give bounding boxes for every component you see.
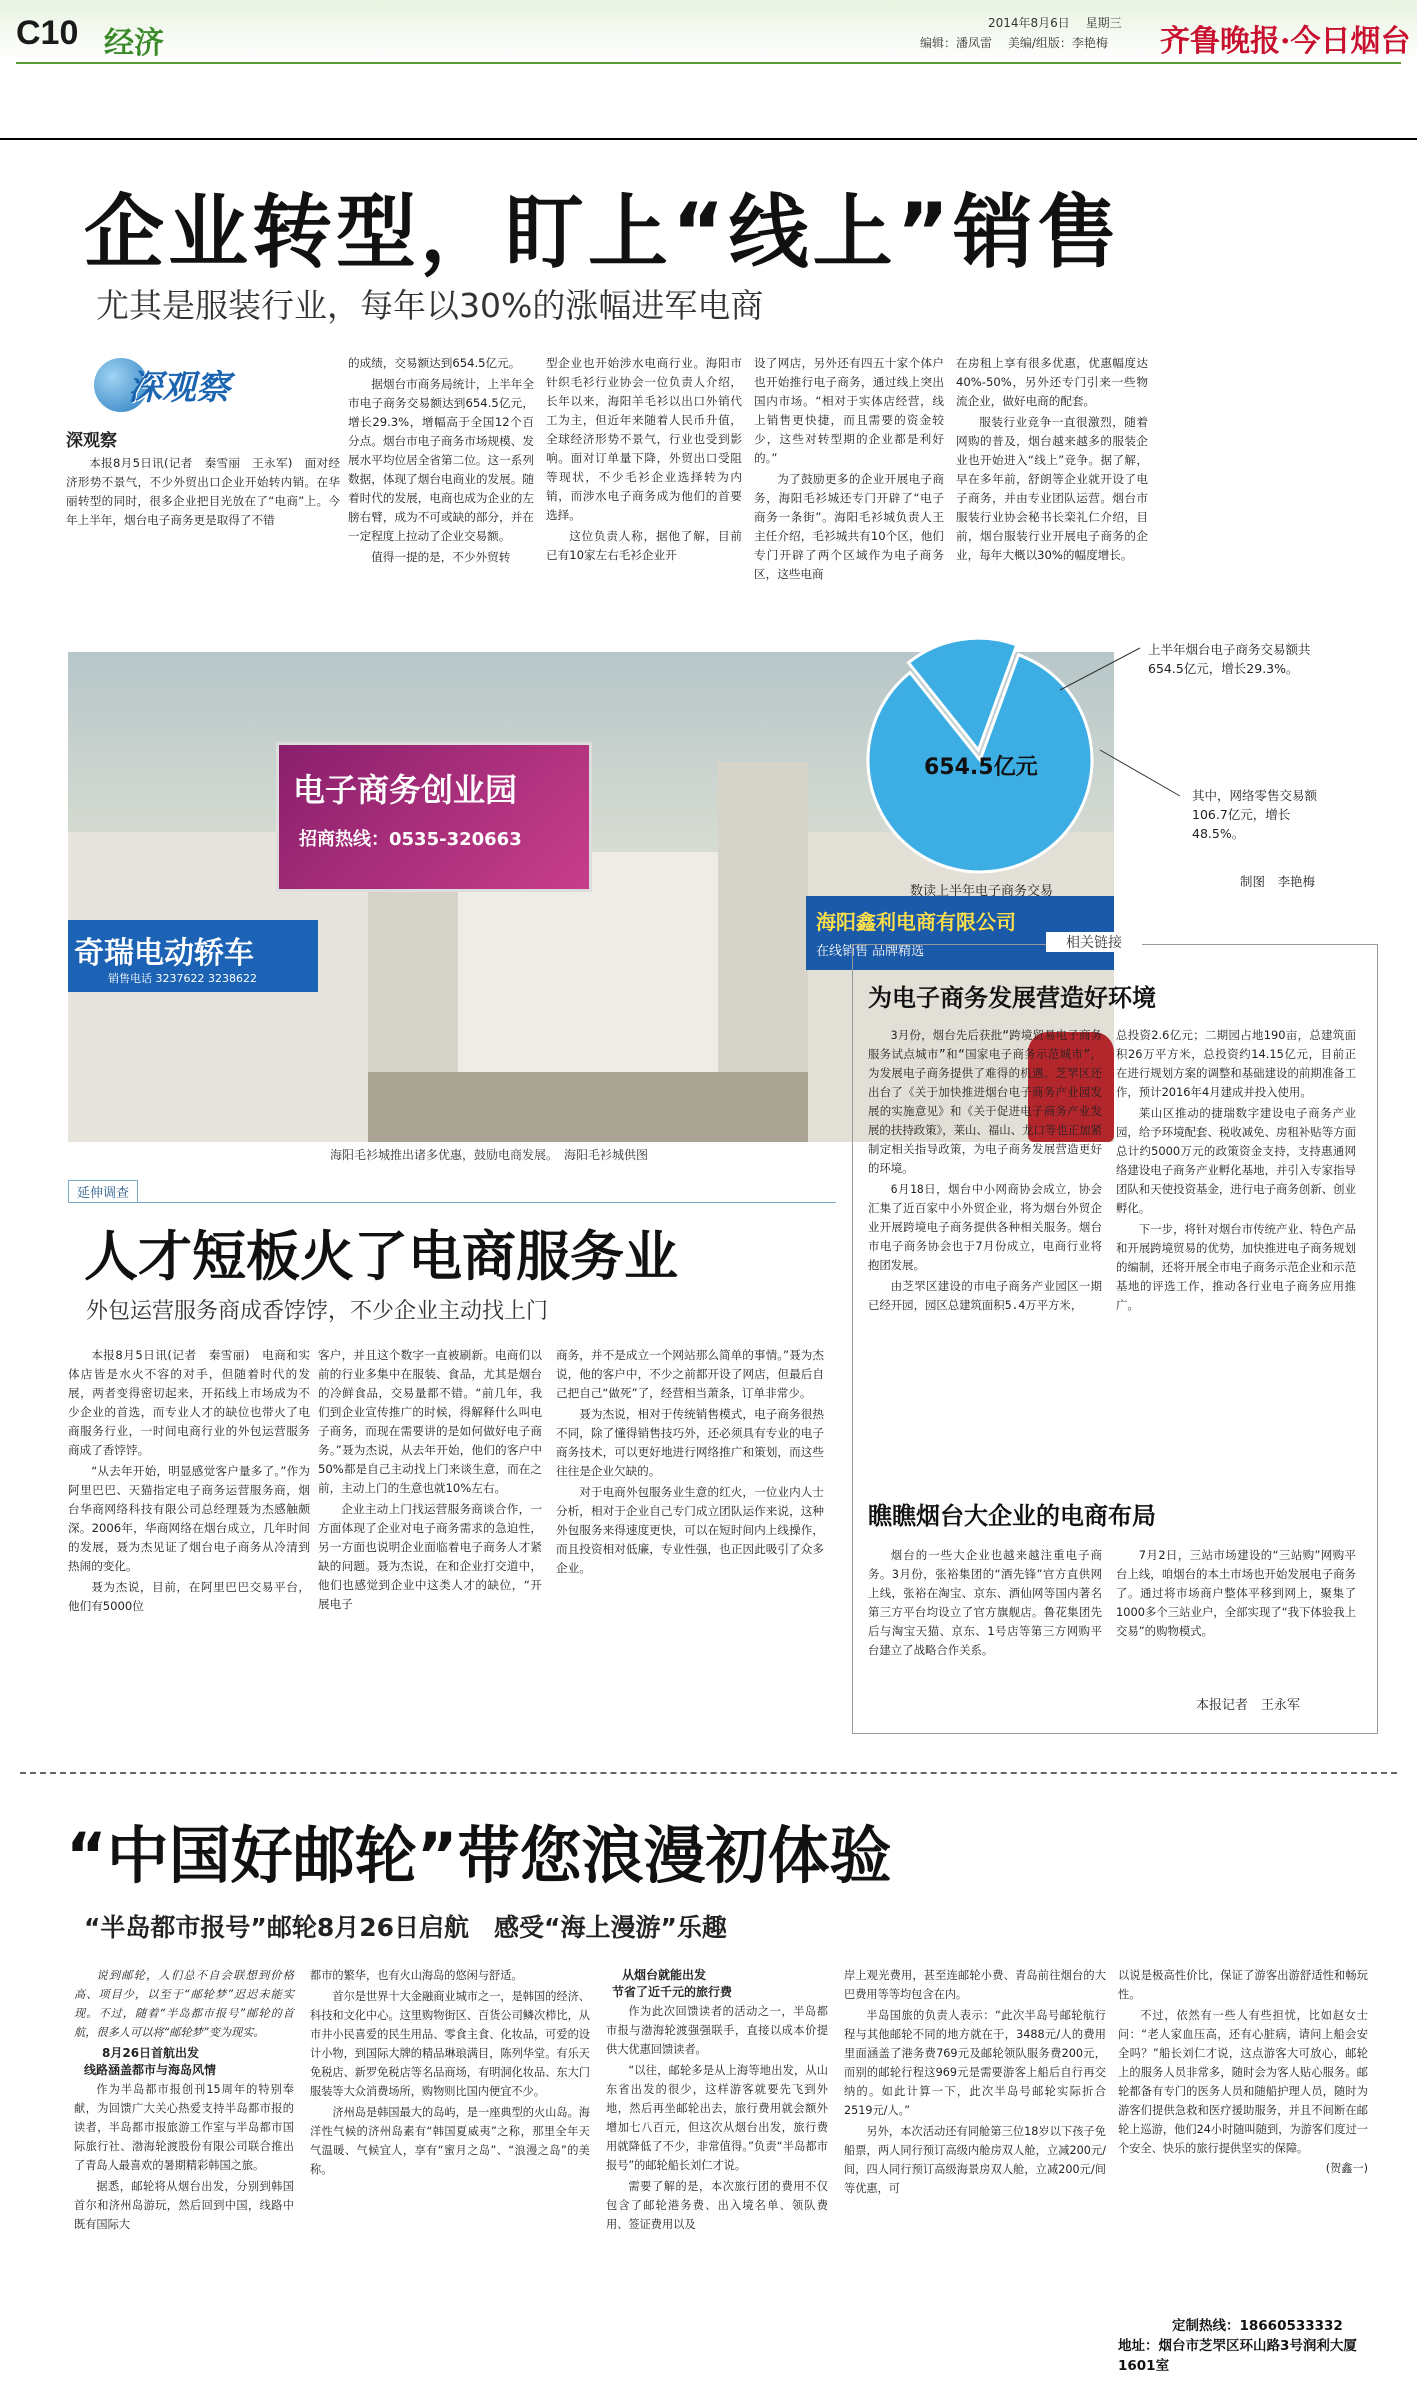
section-name: 经济 [104,26,164,61]
page-header [0,0,1417,60]
chart-title: 数读上半年电子商务交易 [910,884,1054,899]
sidebar-1-left: 3月份，烟台先后获批“跨境贸易电子商务服务试点城市”和“国家电子商务示范城市”，为发展电子商务提供了难得的机遇。芝罘区还出台了《关于加快推进烟台电子商务产业园发展的实施意见》和《关于促进电子商务产业发展的扶持政策》，莱山、福山、龙口等也正加紧制定相关指导政策，为电子商务发展营造更好的环境。 6月18日，烟台中小网商协会成立，协会汇集了近百家中小外贸企业，将为烟台外贸企业开展跨境电子商务提供各种相关服务。烟台市电子商务协会也于7月份成立，电商行业将抱团发展。 由芝罘区建设的市电子商务产业园区一期已经开园，园区总建筑面积5.4万平方米， [868,1028,1102,1312]
cruise-address: 地址：烟台市芝罘区环山路3号润利大厦1601室 [1118,2338,1357,2374]
leader-line-retail [1100,750,1180,796]
car-dealer-sign: 奇瑞电动轿车 销售电话 3237622 3238622 [68,920,318,992]
chart-annotation-bottom: 其中，网络零售交易额106.7亿元，增长48.5%。 [1192,788,1318,841]
cruise-subtitle-3: 从烟台就能出发 [622,1968,707,1982]
cruise-column-2: 都市的繁华，也有火山海岛的悠闲与舒适。 首尔是世界十大金融商业城市之一，是韩国的经济、科技和文化中心。这里购物街区、百货公司鳞次栉比，从市井小民喜爱的民生用品、零食主食、化妆品，可爱的设计小物，到国际大牌的精品琳琅满目，陈列华堂。有乐天免税店、新罗免税店等名品商场，有明洞化妆品、东大门服装等大众消费场所，购物则比国内便宜不少。 济州岛是韩国最大的岛屿，是一座典型的火山岛。海洋性气候的济州岛素有“韩国夏威夷”之称，那里全年天气温暖、气候宜人，享有“蜜月之岛”、“浪漫之岛”的美称。 [310,1969,590,2176]
story1-column-3: 型企业也开始涉水电商行业。海阳市针织毛衫行业协会一位负责人介绍，长年以来，海阳羊毛衫以出口外销代工为主，但近年来随着人民币升值，全球经济形势不景气，行业也受到影响。面对订单量下降，外贸出口受阻等现状，不少毛衫企业选择转为内销，而涉水电子商务成为他们的首要选择。 这位负责人称，据他了解，目前已有10家左右毛衫企业开 [546,356,742,562]
column-badge-text: 深观察 [128,368,230,408]
sidebar-label: 相关链接 [1046,932,1142,952]
leader-line-total [1060,648,1140,690]
ecommerce-company-sign: 海阳鑫利电商有限公司 在线销售 品牌精选 [806,896,1114,970]
story2-kicker: 延伸调查 [68,1180,138,1203]
sidebar-1-right: 总投资2.6亿元；二期园占地190亩，总建筑面积26万平方米，总投资约14.15亿元，目前正在进行规划方案的调整和基础建设的前期准备工作，预计2016年4月建成并投入使用。 莱山区推动的捷瑞数字建设电子商务产业园，给予环境配套、税收减免、房租补贴等方面总计约5000万元的政策资金支持，支持惠通网络建设电子商务产业孵化基地，并引入专家指导团队和天使投资基金，进行电子商务创新、创业孵化。 下一步，将针对烟台市传统产业、特色产品和开展跨境贸易的优势，加快推进电子商务规划的编制，还将开展全市电子商务示范企业和示范基地的评选工作，推动各行业电子商务应用推广。 [1116,1028,1356,1312]
cruise-credit: (贺鑫一) [1325,2162,1368,2175]
cruise-subhead: “半岛都市报号”邮轮8月26日启航 感受“海上漫游”乐趣 [84,1913,727,1942]
designer-credit: 美编/组版：李艳梅 [1007,36,1108,50]
sidebar-2-right: 7月2日，三站市场建设的“三站购”网购平台上线，咱烟台的本土市场也开始发展电子商务了。通过将市场商户整体平移到网上，聚集了1000多个三站业户，全部实现了“我下体验我上交易”的购物模式。 [1116,1548,1356,1638]
page-number: C10 [16,14,79,52]
story2-headline: 人才短板火了电商服务业 [84,1225,678,1288]
section-divider [20,1772,1397,1774]
newspaper-brand: 齐鲁晚报·今日烟台 [1160,24,1411,59]
cruise-subtitle-1: 8月26日首航出发 [102,2046,200,2060]
cruise-hotline: 定制热线：18660533332 [1172,2318,1343,2334]
main-subhead: 尤其是服装行业，每年以30%的涨幅进军电商 [96,286,764,325]
story2-column-3: 商务，并不是成立一个网站那么简单的事情。”聂为杰说，他的客户中，不少之前都开设了网店，但最后自己把自己“做死”了，经营相当萧条，订单非常少。 聂为杰说，相对于传统销售模式，电子商务很热不同，除了懂得销售技巧外，还必须具有专业的电子商务技术，可以更好地进行网络推广和策划，而这些往往是企业欠缺的。 对于电商外包服务业生意的红火，一位业内人士分析，相对于企业自己专门成立团队运作来说，这种外包服务来得速度更快，可以在短时间内上线操作，而且投资相对低廉，专业性强，也正因此吸引了众多企业。 [556,1348,824,1575]
column-label: 深观察 [66,431,117,451]
photo-caption: 海阳毛衫城推出诸多优惠，鼓励电商发展。 海阳毛衫城供图 [330,1148,649,1162]
story1-column-1: 本报8月5日讯(记者 秦雪丽 王永军) 面对经济形势不景气，不少外贸出口企业开始转内销。在华丽转型的同时，很多企业把目光放在了“电商”上。今年上半年，烟台电子商务更是取得了不错 [66,456,340,527]
sidebar-title-2: 瞧瞧烟台大企业的电商布局 [868,1502,1156,1530]
story1-column-5: 在房租上享有很多优惠，优惠幅度达40%-50%，另外还专门引来一些物流企业，做好电商的配套。 服装行业竞争一直很激烈，随着网购的普及，烟台越来越多的服装企业也开始进入“线上”竞争。据了解，早在多年前，舒朗等企业就开设了电子商务，并由专业团队运营。烟台市服装行业协会秘书长栾礼仁介绍，目前，烟台服装行业开展电子商务的企业，每年大概以30%的幅度增长。 [956,356,1148,562]
sidebar-title-1: 为电子商务发展营造好环境 [868,984,1156,1012]
column-badge [66,354,296,418]
cruise-headline: “中国好邮轮”带您浪漫初体验 [66,1819,892,1892]
cruise-subtitle-4: 节省了近千元的旅行费 [612,1985,733,1999]
issue-weekday: 星期三 [1085,16,1122,30]
cruise-column-1: 说到邮轮，人们总不自会联想到价格高、项目少，以至于“邮轮梦”迟迟未能实现。不过，随着“半岛都市报号”邮轮的首航，很多人可以将“邮轮梦”变为现实。 8月26日首航出发 线路涵盖都市与海岛风情 作为半岛都市报创刊15周年的特别奉献，为回馈广大关心热爱支持半岛都市报的读者，半岛都市报旅游工作室与半岛都市国际旅行社、渤海轮渡股份有限公司联合推出了青岛人最喜欢的暑期精彩韩国之旅。 据悉，邮轮将从烟台出发，分别到韩国首尔和济州岛游玩，然后回到中国，线路中既有国际大 [74,1969,294,2231]
issue-date: 2014年8月6日 [988,16,1070,30]
story2-column-2: 客户，并且这个数字一直被刷新。电商们以前的行业多集中在服装、食品，尤其是烟台的冷鲜食品，交易量都不错。“前几年，我们到企业宣传推广的时候，得解释什么叫电子商务，而现在需要讲的是如何做好电子商务。”聂为杰说，从去年开始，他们的客户中50%都是自己主动找上门来谈生意，而在之前，主动上门的生意也就10%左右。 企业主动上门找运营服务商谈合作，一方面体现了企业对电子商务需求的急迫性，另一方面也说明企业面临着电子商务人才紧缺的问题。聂为杰说，在和企业打交道中，他们也感觉到企业中这类人才的缺位，“开展电子 [318,1348,542,1611]
chart-center-label: 654.5亿元 [924,755,1038,780]
story1-column-4: 设了网店，另外还有四五十家个体户也开始推行电子商务，通过线上突出国内市场。“相对于实体店经营，线上销售更快捷，而且需要的资金较少，这些对转型期的企业都是利好的。” 为了鼓励更多的企业开展电子商务，海阳毛衫城还专门开辟了“电子商务一条街”。海阳毛衫城负责人王主任介绍，毛衫城共有10个区，他们专门开辟了两个区域作为电子商务区，这些电商 [754,356,944,581]
story2-subhead: 外包运营服务商成香饽饽，不少企业主动找上门 [86,1299,549,1324]
sidebar-2-left: 烟台的一些大企业也越来越注重电子商务。3月份，张裕集团的“酒先锋”官方直供网上线，张裕在淘宝、京东、酒仙网等国内著名第三方平台均设立了官方旗舰店。鲁花集团先后与淘宝天猫、京东、1号店等第三方网购平台建立了战略合作关系。 [868,1548,1102,1657]
chart-credit: 制图 李艳梅 [1240,874,1316,889]
cruise-column-5: 以说是极高性价比，保证了游客出游舒适性和畅玩性。 不过，依然有一些人有些担忧，比如赵女士问：“老人家血压高，还有心脏病，请问上船会安全吗？”船长刘仁才说，这点游客大可放心，邮轮上的服务人员非常多，随时会为客人贴心服务。邮轮都备有专门的医务人员和随船护理人员，随时为游客们提供急救和医疗援助服务，并且不间断在邮轮上巡游，他们24小时随叫随到，为游客们度过一个安全、快乐的旅行提供坚实的保障。 (贺鑫一) [1118,1969,1368,2175]
sidebar-byline: 本报记者 王永军 [1196,1698,1301,1713]
cruise-subtitle-2: 线路涵盖都市与海岛风情 [84,2063,217,2077]
editor-credit: 编辑：潘凤雷 [920,36,993,50]
story2-column-1: 本报8月5日讯(记者 秦雪丽) 电商和实体店皆是水火不容的对手，但随着时代的发展，两者变得密切起来，开拓线上市场成为不少企业的首选，而专业人才的缺位也带火了电商服务行业，一时间电商行业的外包运营服务商成了香饽饽。 “从去年开始，明显感觉客户量多了。”作为阿里巴巴、天猫指定电子商务运营服务商，烟台华商网络科技有限公司总经理聂为杰感触颇深。2006年，华商网络在烟台成立，几年时间的发展，聂为杰见证了烟台电子商务从冷清到热闹的变化。 聂为杰说，目前，在阿里巴巴交易平台，他们有5000位 [68,1348,310,1613]
cruise-column-3: 从烟台就能出发 节省了近千元的旅行费 作为此次回馈读者的活动之一，半岛都市报与渤海轮渡强强联手，直接以成本价提供大优惠回馈读者。 “以往，邮轮多是从上海等地出发，从山东省出发的很少，这样游客就要先飞到外地，然后再坐邮轮出去，旅行费用就会额外增加七八百元，但这次从烟台出发，旅行费用就降低了不少，非常值得。”负责“半岛都市报号”的邮轮船长刘仁才说。 需要了解的是，本次旅行团的费用不仅包含了邮轮港务费、出入境名单、领队费用、签证费用以及 [606,1968,828,2231]
park-sign: 电子商务创业园 招商热线：0535-320663 [276,742,592,892]
cruise-column-4: 岸上观光费用，甚至连邮轮小费、青岛前往烟台的大巴费用等等均包含在内。 半岛国旅的负责人表示：“此次半岛号邮轮航行程与其他邮轮不同的地方就在于，3488元/人的费用里面涵盖了港务费769元及邮轮领队服务费200元，而别的邮轮行程这969元是需要游客上船后自行再交纳的。如此计算一下，此次半岛号邮轮实际折合2519元/人。” 另外，本次活动还有同舱第三位18岁以下孩子免船票，两人同行预订高级内舱房双人舱，立减200元/间，四人同行预订高级海景房双人舱，立减200元/间等优惠，可 [844,1969,1106,2195]
main-headline: 企业转型，盯上“线上”销售 [84,186,1122,279]
story1-column-2: 的成绩，交易额达到654.5亿元。 据烟台市商务局统计，上半年全市电子商务交易额达到654.5亿元，增长29.3%，增幅高于全国12个百分点。烟台市电子商务市场规模、发展水平均位居全省第二位。这一系列数据，体现了烟台电商业的发展。随着时代的发展，电商也成为企业的左膀右臂，成为不可或缺的部分，并在一定程度上拉动了企业交易额。 值得一提的是，不少外贸转 [348,356,534,564]
chart-annotation-top: 上半年烟台电子商务交易额共654.5亿元，增长29.3%。 [1148,642,1311,676]
